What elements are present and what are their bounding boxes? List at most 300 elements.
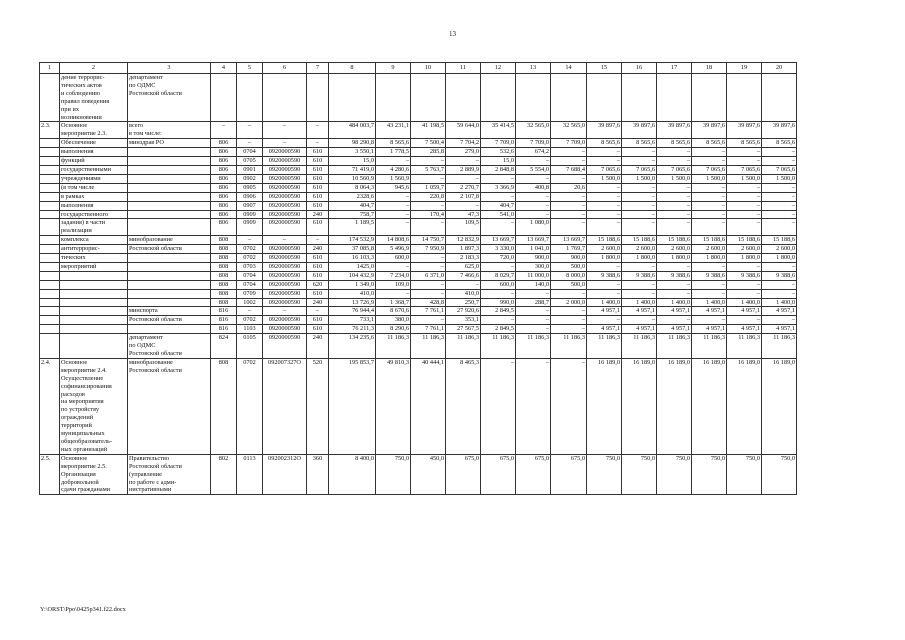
- amount-cell: 4 957,1: [657, 325, 692, 334]
- amount-cell: –: [587, 280, 622, 289]
- amount-cell: 104 432,9: [329, 271, 376, 280]
- amount-cell: 532,6: [481, 148, 516, 157]
- budget-code-cell: 240: [307, 298, 329, 307]
- amount-cell: 109,0: [376, 280, 411, 289]
- budget-code-cell: 0709: [237, 289, 263, 298]
- amount-cell: –: [692, 262, 727, 271]
- amount-cell: –: [587, 219, 622, 236]
- item-number: [40, 245, 60, 254]
- amount-cell: 2 183,3: [446, 254, 481, 263]
- amount-cell: 4 957,1: [762, 307, 797, 316]
- amount-cell: 16 189,0: [657, 358, 692, 454]
- table-row: [40, 289, 797, 298]
- budget-code-cell: –: [237, 307, 263, 316]
- amount-cell: 13 669,7: [516, 236, 551, 245]
- item-number: 2.4.: [40, 358, 60, 454]
- executor-name: [128, 192, 211, 201]
- amount-cell: 14 750,7: [411, 236, 446, 245]
- amount-cell: –: [551, 219, 587, 236]
- amount-cell: 32 565,0: [516, 122, 551, 139]
- executor-name: Ростовской области: [128, 245, 211, 254]
- amount-cell: 4 957,1: [622, 325, 657, 334]
- table-row: [40, 183, 797, 192]
- amount-cell: 140,0: [516, 280, 551, 289]
- amount-cell: –: [516, 316, 551, 325]
- table-row: [40, 148, 797, 157]
- amount-cell: 400,8: [516, 183, 551, 192]
- amount-cell: 195 853,7: [329, 358, 376, 454]
- budget-code-cell: –: [307, 122, 329, 139]
- amount-cell: –: [551, 192, 587, 201]
- table-row: [40, 139, 797, 148]
- amount-cell: –: [622, 219, 657, 236]
- amount-cell: –: [657, 201, 692, 210]
- table-row: [40, 316, 797, 325]
- amount-cell: 49 810,3: [376, 358, 411, 454]
- amount-cell: –: [376, 262, 411, 271]
- item-number: [40, 316, 60, 325]
- measure-name: [60, 316, 128, 325]
- amount-cell: 11 186,3: [481, 334, 516, 359]
- budget-code-cell: 806: [211, 148, 237, 157]
- executor-name: департамент по ОДМС Ростовской области: [128, 334, 211, 359]
- table-row: [40, 298, 797, 307]
- budget-code-cell: 0909: [237, 219, 263, 236]
- amount-cell: 600,0: [481, 280, 516, 289]
- amount-cell: 7 065,6: [727, 165, 762, 174]
- table-row: [40, 334, 797, 359]
- item-number: [40, 325, 60, 334]
- table-row: [40, 245, 797, 254]
- amount-cell: 720,0: [481, 254, 516, 263]
- budget-code-cell: 0920000590: [263, 325, 307, 334]
- budget-code-cell: 0702: [237, 358, 263, 454]
- item-number: [40, 219, 60, 236]
- executor-name: [128, 157, 211, 166]
- amount-cell: 7 761,1: [411, 325, 446, 334]
- amount-cell: 39 897,6: [587, 122, 622, 139]
- item-number: [40, 236, 60, 245]
- item-number: [40, 280, 60, 289]
- amount-cell: 7 234,0: [376, 271, 411, 280]
- item-number: [40, 148, 60, 157]
- budget-code-cell: 806: [211, 219, 237, 236]
- amount-cell: 20,6: [551, 183, 587, 192]
- amount-cell: 450,0: [411, 454, 446, 495]
- amount-cell: 675,0: [481, 454, 516, 495]
- budget-code-cell: 610: [307, 148, 329, 157]
- table-row: [40, 307, 797, 316]
- amount-cell: –: [727, 157, 762, 166]
- amount-cell: 1 800,0: [622, 254, 657, 263]
- table-row: [40, 236, 797, 245]
- amount-cell: 76 211,3: [329, 325, 376, 334]
- amount-cell: 279,0: [446, 148, 481, 157]
- amount-cell: 2 600,0: [587, 245, 622, 254]
- executor-name: [128, 210, 211, 219]
- budget-code-cell: 360: [307, 454, 329, 495]
- amount-cell: –: [516, 192, 551, 201]
- budget-code-cell: 610: [307, 219, 329, 236]
- amount-cell: 675,0: [446, 454, 481, 495]
- amount-cell: 410,0: [329, 289, 376, 298]
- amount-cell: 9 388,6: [587, 271, 622, 280]
- amount-cell: –: [762, 210, 797, 219]
- item-number: [40, 254, 60, 263]
- amount-cell: 3 330,0: [481, 245, 516, 254]
- amount-cell: 675,0: [551, 454, 587, 495]
- amount-cell: 76 944,4: [329, 307, 376, 316]
- amount-cell: –: [727, 280, 762, 289]
- budget-table: [39, 62, 797, 495]
- amount-cell: –: [516, 157, 551, 166]
- measure-name: [60, 325, 128, 334]
- amount-cell: 8 000,0: [551, 271, 587, 280]
- budget-code-cell: 808: [211, 262, 237, 271]
- amount-cell: 2 600,0: [762, 245, 797, 254]
- amount-cell: 9 388,6: [727, 271, 762, 280]
- budget-code-cell: –: [307, 307, 329, 316]
- item-number: [40, 262, 60, 271]
- amount-cell: 47,3: [446, 210, 481, 219]
- amount-cell: 8 565,6: [692, 139, 727, 148]
- amount-cell: 1 400,0: [692, 298, 727, 307]
- amount-cell: 7 761,1: [411, 307, 446, 316]
- budget-code-cell: 0902: [237, 174, 263, 183]
- amount-cell: –: [727, 316, 762, 325]
- measure-name: [60, 280, 128, 289]
- budget-code-cell: 0920000590: [263, 262, 307, 271]
- amount-cell: 8 064,3: [329, 183, 376, 192]
- amount-cell: –: [727, 183, 762, 192]
- amount-cell: 1 059,7: [411, 183, 446, 192]
- budget-code-cell: 610: [307, 201, 329, 210]
- amount-cell: –: [657, 280, 692, 289]
- budget-code-cell: 808: [211, 245, 237, 254]
- amount-cell: –: [481, 174, 516, 183]
- amount-cell: –: [551, 325, 587, 334]
- amount-cell: 900,0: [516, 254, 551, 263]
- amount-cell: 7 950,9: [411, 245, 446, 254]
- amount-cell: –: [481, 358, 516, 454]
- budget-code-cell: 0920000590: [263, 334, 307, 359]
- amount-cell: 2 889,9: [446, 165, 481, 174]
- amount-cell: –: [551, 174, 587, 183]
- budget-code-cell: [263, 74, 307, 122]
- amount-cell: –: [376, 157, 411, 166]
- amount-cell: 16 189,0: [692, 358, 727, 454]
- item-number: [40, 271, 60, 280]
- amount-cell: 625,0: [446, 262, 481, 271]
- amount-cell: –: [622, 192, 657, 201]
- measure-name: государственного: [60, 210, 128, 219]
- budget-code-cell: 0920000590: [263, 254, 307, 263]
- amount-cell: –: [516, 307, 551, 316]
- amount-cell: –: [692, 157, 727, 166]
- amount-cell: –: [411, 174, 446, 183]
- budget-code-cell: 610: [307, 254, 329, 263]
- budget-code-cell: –: [263, 122, 307, 139]
- measure-name: [60, 307, 128, 316]
- amount-cell: 2 000,0: [551, 298, 587, 307]
- table-row: [40, 165, 797, 174]
- amount-cell: 11 186,3: [727, 334, 762, 359]
- amount-cell: 5 763,7: [411, 165, 446, 174]
- measure-name: комплекса: [60, 236, 128, 245]
- amount-cell: 16 189,0: [587, 358, 622, 454]
- budget-code-cell: 620: [307, 280, 329, 289]
- column-number: 1: [40, 63, 60, 74]
- amount-cell: 7 709,0: [551, 139, 587, 148]
- amount-cell: –: [622, 157, 657, 166]
- amount-cell: 8 465,3: [446, 358, 481, 454]
- table-row: [40, 157, 797, 166]
- amount-cell: –: [587, 210, 622, 219]
- amount-cell: 7 065,6: [762, 165, 797, 174]
- amount-cell: 9 388,6: [762, 271, 797, 280]
- amount-cell: –: [727, 289, 762, 298]
- amount-cell: 109,5: [446, 219, 481, 236]
- amount-cell: –: [762, 289, 797, 298]
- budget-code-cell: 0920000590: [263, 245, 307, 254]
- budget-code-cell: 824: [211, 334, 237, 359]
- amount-cell: 4 957,1: [657, 307, 692, 316]
- amount-cell: –: [446, 174, 481, 183]
- budget-code-cell: 0920000590: [263, 271, 307, 280]
- amount-cell: –: [481, 289, 516, 298]
- budget-code-cell: 0920000590: [263, 165, 307, 174]
- amount-cell: –: [692, 316, 727, 325]
- column-number: 16: [622, 63, 657, 74]
- amount-cell: 11 186,3: [446, 334, 481, 359]
- measure-name: Обеспечение: [60, 139, 128, 148]
- amount-cell: 37 085,8: [329, 245, 376, 254]
- budget-code-cell: 0105: [237, 334, 263, 359]
- item-number: 2.5.: [40, 454, 60, 495]
- amount-cell: 1 778,5: [376, 148, 411, 157]
- budget-code-cell: 610: [307, 174, 329, 183]
- amount-cell: 4 280,6: [376, 165, 411, 174]
- budget-code-cell: [211, 74, 237, 122]
- column-number: 6: [263, 63, 307, 74]
- amount-cell: 11 186,3: [692, 334, 727, 359]
- amount-cell: –: [411, 219, 446, 236]
- amount-cell: –: [516, 325, 551, 334]
- amount-cell: –: [657, 192, 692, 201]
- amount-cell: 1 897,3: [446, 245, 481, 254]
- amount-cell: –: [692, 280, 727, 289]
- amount-cell: [376, 74, 411, 122]
- amount-cell: 27 920,6: [446, 307, 481, 316]
- amount-cell: –: [692, 183, 727, 192]
- executor-name: [128, 174, 211, 183]
- item-number: 2.3.: [40, 122, 60, 139]
- budget-code-cell: –: [237, 122, 263, 139]
- amount-cell: [727, 74, 762, 122]
- executor-name: [128, 271, 211, 280]
- executor-name: [128, 325, 211, 334]
- budget-code-cell: 0920000590: [263, 148, 307, 157]
- amount-cell: 1 080,0: [516, 219, 551, 236]
- amount-cell: –: [727, 201, 762, 210]
- budget-code-cell: 240: [307, 245, 329, 254]
- column-number: 7: [307, 63, 329, 74]
- amount-cell: –: [376, 192, 411, 201]
- amount-cell: 4 957,1: [692, 325, 727, 334]
- amount-cell: 32 565,0: [551, 122, 587, 139]
- amount-cell: 750,0: [762, 454, 797, 495]
- amount-cell: –: [622, 148, 657, 157]
- budget-code-cell: 610: [307, 165, 329, 174]
- amount-cell: 16 189,0: [762, 358, 797, 454]
- amount-cell: –: [727, 148, 762, 157]
- amount-cell: 2 600,0: [692, 245, 727, 254]
- amount-cell: 7 065,6: [692, 165, 727, 174]
- budget-code-cell: 610: [307, 262, 329, 271]
- amount-cell: 39 897,6: [692, 122, 727, 139]
- amount-cell: –: [551, 316, 587, 325]
- table-row: [40, 325, 797, 334]
- budget-code-cell: 808: [211, 254, 237, 263]
- budget-code-cell: 0920000590: [263, 183, 307, 192]
- amount-cell: 8 029,7: [481, 271, 516, 280]
- amount-cell: 1 769,7: [551, 245, 587, 254]
- column-number: 5: [237, 63, 263, 74]
- budget-code-cell: 092007327О: [263, 358, 307, 454]
- column-number: 8: [329, 63, 376, 74]
- budget-code-cell: 520: [307, 358, 329, 454]
- amount-cell: –: [692, 219, 727, 236]
- column-number: 2: [60, 63, 128, 74]
- budget-code-cell: 0920000590: [263, 157, 307, 166]
- item-number: [40, 183, 60, 192]
- amount-cell: 1 800,0: [762, 254, 797, 263]
- amount-cell: –: [481, 262, 516, 271]
- budget-code-cell: –: [263, 307, 307, 316]
- executor-name: [128, 201, 211, 210]
- amount-cell: –: [622, 201, 657, 210]
- amount-cell: –: [587, 183, 622, 192]
- budget-code-cell: 808: [211, 280, 237, 289]
- amount-cell: –: [376, 201, 411, 210]
- budget-code-cell: 610: [307, 183, 329, 192]
- executor-name: [128, 298, 211, 307]
- amount-cell: 5 554,0: [516, 165, 551, 174]
- amount-cell: 1 500,0: [692, 174, 727, 183]
- budget-code-cell: 0920000590: [263, 174, 307, 183]
- item-number: [40, 334, 60, 359]
- amount-cell: 7 500,4: [411, 139, 446, 148]
- amount-cell: [411, 74, 446, 122]
- amount-cell: [516, 74, 551, 122]
- executor-name: [128, 254, 211, 263]
- amount-cell: 380,0: [376, 316, 411, 325]
- amount-cell: 1 400,0: [587, 298, 622, 307]
- budget-code-cell: 802: [211, 454, 237, 495]
- column-number: 19: [727, 63, 762, 74]
- item-number: [40, 210, 60, 219]
- amount-cell: –: [657, 289, 692, 298]
- budget-code-cell: 806: [211, 139, 237, 148]
- amount-cell: 1 800,0: [727, 254, 762, 263]
- item-number: [40, 174, 60, 183]
- executor-name: департамент по ОДМС Ростовской области: [128, 74, 211, 122]
- column-number: 13: [516, 63, 551, 74]
- amount-cell: 4 957,1: [622, 307, 657, 316]
- table-row: [40, 280, 797, 289]
- amount-cell: –: [657, 262, 692, 271]
- table-row: [40, 174, 797, 183]
- amount-cell: –: [516, 289, 551, 298]
- amount-cell: –: [622, 262, 657, 271]
- amount-cell: 758,7: [329, 210, 376, 219]
- amount-cell: –: [727, 262, 762, 271]
- table-row: [40, 210, 797, 219]
- amount-cell: 15 188,6: [622, 236, 657, 245]
- amount-cell: 35 414,5: [481, 122, 516, 139]
- amount-cell: –: [762, 183, 797, 192]
- amount-cell: 500,0: [551, 280, 587, 289]
- amount-cell: 990,0: [481, 298, 516, 307]
- amount-cell: 288,7: [516, 298, 551, 307]
- budget-code-cell: 610: [307, 271, 329, 280]
- amount-cell: 8 565,6: [727, 139, 762, 148]
- amount-cell: –: [516, 210, 551, 219]
- amount-cell: 285,8: [411, 148, 446, 157]
- item-number: [40, 192, 60, 201]
- item-number: [40, 201, 60, 210]
- table-row: [40, 454, 797, 495]
- budget-code-cell: 0920000590: [263, 289, 307, 298]
- measure-name: в рамках: [60, 192, 128, 201]
- budget-code-cell: 0704: [237, 280, 263, 289]
- amount-cell: [446, 74, 481, 122]
- budget-code-cell: [307, 74, 329, 122]
- amount-cell: 1 800,0: [657, 254, 692, 263]
- amount-cell: 13 669,7: [551, 236, 587, 245]
- budget-code-cell: 0702: [237, 254, 263, 263]
- amount-cell: 27 567,5: [446, 325, 481, 334]
- amount-cell: 1 560,9: [376, 174, 411, 183]
- budget-code-cell: 1103: [237, 325, 263, 334]
- budget-code-cell: 806: [211, 157, 237, 166]
- amount-cell: 15 188,6: [657, 236, 692, 245]
- amount-cell: 428,8: [411, 298, 446, 307]
- amount-cell: 41 198,5: [411, 122, 446, 139]
- amount-cell: –: [587, 316, 622, 325]
- budget-code-cell: 816: [211, 307, 237, 316]
- amount-cell: 16 189,0: [622, 358, 657, 454]
- column-number: 17: [657, 63, 692, 74]
- amount-cell: 9 388,6: [692, 271, 727, 280]
- amount-cell: 750,0: [692, 454, 727, 495]
- amount-cell: 15,0: [481, 157, 516, 166]
- amount-cell: 1 800,0: [587, 254, 622, 263]
- amount-cell: –: [762, 262, 797, 271]
- amount-cell: –: [622, 280, 657, 289]
- budget-code-cell: 806: [211, 165, 237, 174]
- amount-cell: 11 186,3: [551, 334, 587, 359]
- measure-name: [60, 298, 128, 307]
- budget-code-cell: 0704: [237, 148, 263, 157]
- budget-code-cell: 610: [307, 192, 329, 201]
- measure-name: учреждениями: [60, 174, 128, 183]
- executor-name: [128, 148, 211, 157]
- amount-cell: –: [657, 316, 692, 325]
- amount-cell: 750,0: [727, 454, 762, 495]
- amount-cell: 9 388,6: [657, 271, 692, 280]
- amount-cell: 40 444,1: [411, 358, 446, 454]
